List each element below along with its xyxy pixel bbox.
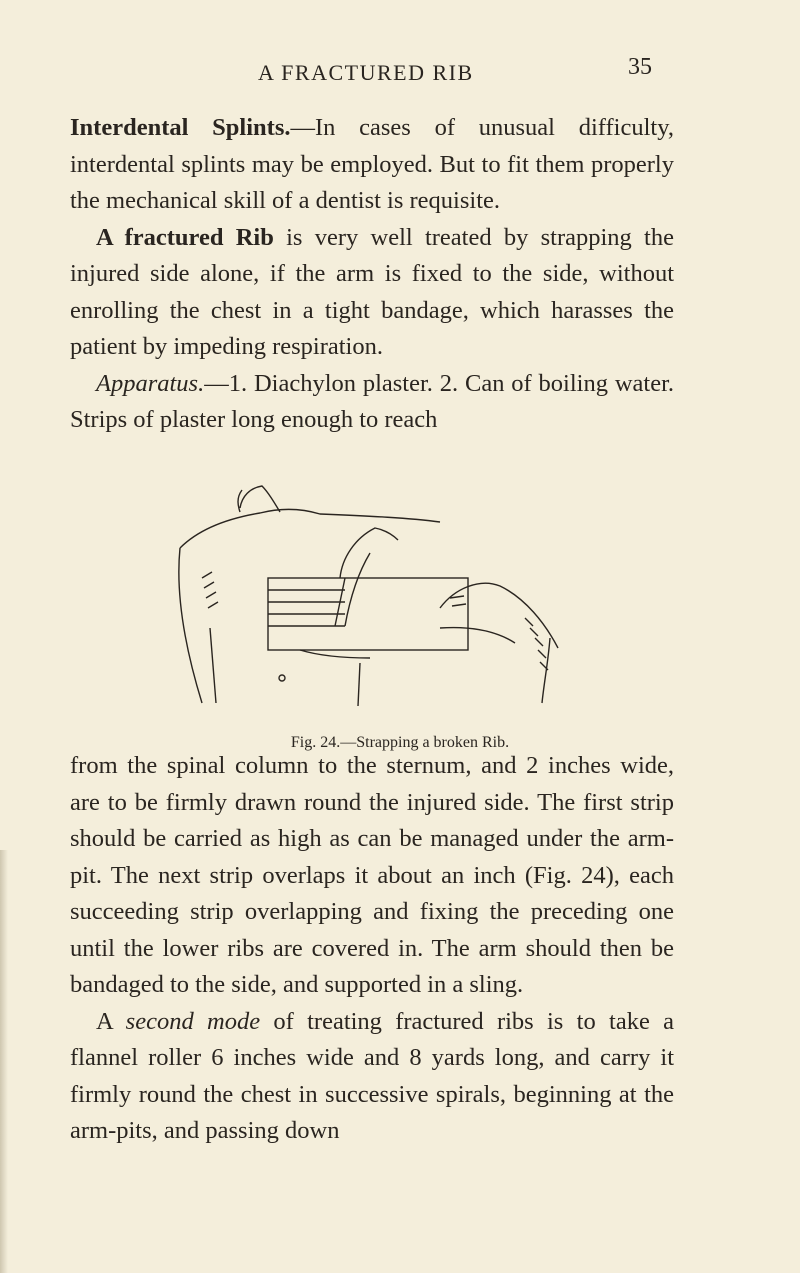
nipple-mark [279, 675, 285, 681]
paragraph-text: is very well treated by strapping the injured side alone, if the arm is fixed to the side, without enrolling the chest in a tight bandage, which harasses the patient by impeding respiration. [70, 223, 674, 360]
paragraph-lead: Apparatus. [96, 369, 205, 397]
paragraph-text: —1. Diachylon plaster. 2. Can of boiling water. Strips of plaster long enough to reach [70, 369, 674, 433]
waist-line [358, 663, 360, 706]
running-head: A FRACTURED RIB [258, 60, 474, 85]
page-number: 35 [628, 54, 652, 80]
hatching [450, 596, 466, 606]
text-block-top [70, 110, 674, 439]
text-block-bottom [70, 748, 674, 1150]
lower-torso-line [210, 628, 216, 703]
figure-caption: Fig. 24.—Strapping a broken Rib. [290, 734, 510, 751]
plaster-fold [345, 553, 370, 626]
paragraph-lead: Interdental Splints. [70, 114, 291, 141]
page-header [0, 54, 800, 100]
paragraph-strapping-continued: from the spinal column to the sternum, and 2 inches wide, are to be firmly drawn round the injured side. The first strip should be carried as high as can be managed under the arm-pit. The next strip overlaps it about an inch (Fig. 24), each succeeding strip overlapping and fixing the preceding one until the lower ribs are covered in. The arm should then be bandaged to the side, and supported in a sling. [70, 752, 674, 998]
paragraph-fractured-rib [70, 220, 674, 366]
paragraph-apparatus [70, 366, 674, 439]
left-arm-outline [179, 548, 202, 703]
torso-outline [180, 509, 440, 548]
right-shoulder-outline [440, 583, 558, 648]
figure-strapping-rib [170, 478, 590, 710]
hatching [202, 572, 218, 608]
paragraph-text: —In cases of unusual difficulty, interdental splints may be employed. But to fit them properly the mechanical skill of a dentist is requisite. [70, 114, 674, 214]
plaster-fold [340, 528, 398, 578]
paragraph-interdental-splints [70, 110, 674, 220]
neck-outline [240, 486, 280, 512]
paragraph-second-mode [70, 1004, 674, 1150]
right-arm-inner [542, 638, 550, 703]
paragraph-lead: A fractured Rib [96, 223, 274, 251]
paragraph-prefix: A [96, 1007, 126, 1035]
paragraph-text: of treating fractured ribs is to take a flannel roller 6 inches wide and 8 yards long, and carry it firmly round the chest in successive spirals, beginning at the arm-pits, and passing down [70, 1007, 674, 1144]
page-gutter-shadow [0, 850, 8, 1273]
paragraph-italic-phrase: second mode [125, 1007, 261, 1035]
lower-torso-line [300, 650, 370, 658]
right-arm-outline [440, 628, 515, 643]
